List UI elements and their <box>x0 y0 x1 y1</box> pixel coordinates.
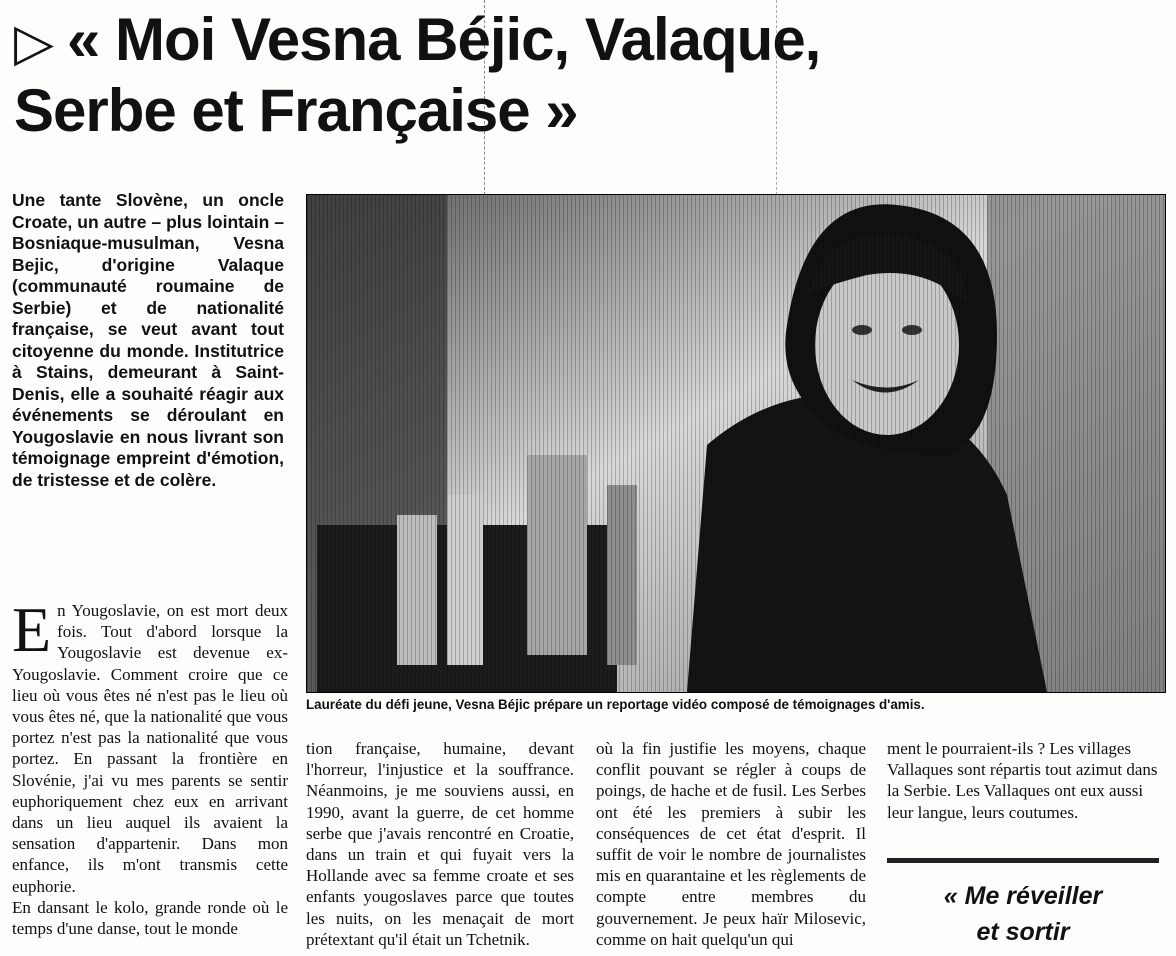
paragraph: En Yougoslavie, on est mort deux fois. Tout d'abord lorsque la Yougoslavie est devenue ex-Yougoslavie. Comment croire que ce lieu où vous êtes né n'est pas le lieu où vous êtes né, que la nationalité que vous portez n'est pas la nationalité que vous portez. En passant la frontière en Slovénie, j'ai vu mes parents se sentir euphoriquement chez eux en arrivant dans un lieu auquel ils avaient la sensation d'appartenir. Dans mon enfance, ils m'ont transmis cette euphorie. <box>12 594 288 896</box>
paragraph: tion française, humaine, devant l'horreur, l'injustice et la souffrance. Néanmoins, je me souviens aussi, en 1990, avant la guerre, de cet homme serbe que j'avais rencontré en Croatie, dans un train et qui fuyait vers la Hollande avec sa femme croate et ses enfants yougoslaves parce que toutes les nuits, on les menaçait de mort prétextant qu'il était un Tchetnik. <box>306 739 574 949</box>
photo-caption: Lauréate du défi jeune, Vesna Béjic prépare un reportage vidéo composé de témoignages d'amis. <box>306 697 925 712</box>
section-rule <box>887 858 1159 863</box>
paragraph: En dansant le kolo, grande ronde où le temps d'une danse, tout le monde <box>12 897 288 939</box>
paragraph: ment le pourraient-ils ? Les villages Vallaques sont répartis tout azimut dans la Serbie. Les Vallaques ont eux aussi leur langue, leurs coutumes. <box>887 739 1158 822</box>
subhead-line-1: « Me réveiller <box>943 882 1103 910</box>
article-column-1 <box>12 594 288 939</box>
lead-paragraph: Une tante Slovène, un oncle Croate, un autre – plus lointain – Bosniaque-musulman, Vesna Bejic, d'origine Valaque (communauté roumaine de Serbie) et de nationalité française, se veut avant tout citoyenne du monde. Institutrice à Stains, demeurant à Saint-Denis, elle a souhaité réagir aux événements se déroulant en Yougoslavie en nous livrant son témoignage empreint d'émotion, de tristesse et de colère. <box>12 190 284 490</box>
portrait-photo-illustration <box>307 195 1165 692</box>
article-column-3 <box>596 738 866 950</box>
article-photo <box>306 194 1166 693</box>
subhead <box>887 878 1159 950</box>
headline-line-2: Serbe et Française » <box>14 77 578 144</box>
paragraph: où la fin justifie les moyens, chaque conflit pouvant se régler à coups de poings, de hache et de fusil. Les Serbes ont été les premiers à subir les conséquences de cet état d'esprit. Il suffit de voir le nombre de journalistes mis en quarantaine et les règlements de compte entre membres du gouvernement. Je peux haïr Milosevic, comme on hait quelqu'un qui <box>596 739 866 949</box>
subhead-line-2: et sortir <box>976 918 1070 946</box>
headline <box>14 6 1164 145</box>
headline-line-1: « Moi Vesna Béjic, Valaque, <box>67 6 821 73</box>
article-column-4 <box>887 738 1163 823</box>
drop-cap: E <box>12 594 52 665</box>
triangle-marker-icon: ▷ <box>14 14 53 72</box>
article-column-2 <box>306 738 574 950</box>
